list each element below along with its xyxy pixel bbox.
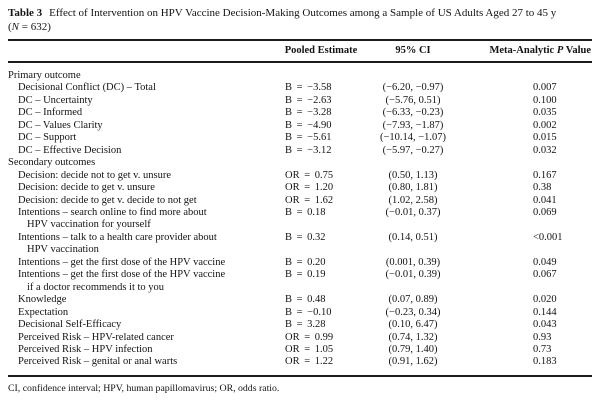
- p-value: 0.041: [533, 194, 557, 206]
- header-outcome-column: [8, 40, 280, 62]
- confidence-interval-value: (0.74, 1.32): [388, 331, 438, 343]
- pooled-estimate-value: B = 3.28: [285, 319, 326, 331]
- p-value: 0.93: [533, 331, 552, 343]
- outcome-label: Intentions – get the first dose of the HPV vaccine if a doctor recommends it to you: [8, 269, 280, 294]
- confidence-interval-value: (−6.33, −0.23): [382, 107, 444, 119]
- table-row: [8, 356, 592, 374]
- header-p-post: Value: [563, 45, 591, 56]
- section-row: [8, 157, 592, 169]
- table-row: [8, 182, 592, 194]
- confidence-interval-value: (0.07, 0.89): [388, 294, 438, 306]
- pooled-estimate-value: OR = 0.75: [285, 169, 334, 181]
- caption-n-open: (: [8, 21, 12, 33]
- p-value: 0.167: [533, 169, 557, 181]
- outcome-label: Perceived Risk – HPV-related cancer: [18, 331, 174, 343]
- pooled-estimate-value: OR = 1.20: [285, 182, 334, 194]
- p-value: 0.183: [533, 356, 557, 368]
- p-value: 0.069: [533, 206, 557, 218]
- p-value: <0.001: [533, 231, 563, 243]
- p-value: 0.067: [533, 269, 557, 281]
- caption-n-symbol: N: [11, 21, 20, 33]
- p-value: 0.007: [533, 82, 557, 94]
- header-95ci: 95% CI: [395, 45, 431, 56]
- confidence-interval-value: (0.91, 1.62): [388, 356, 438, 368]
- pooled-estimate-value: OR = 1.05: [285, 343, 334, 355]
- pooled-estimate-value: B = −5.61: [285, 132, 332, 144]
- pooled-estimate-value: B = 0.20: [285, 256, 326, 268]
- table-row: [8, 95, 592, 107]
- pooled-estimate-value: OR = 0.99: [285, 331, 334, 343]
- p-value: 0.002: [533, 119, 557, 131]
- header-pooled-estimate: Pooled Estimate: [284, 45, 358, 56]
- p-value: 0.032: [533, 144, 557, 156]
- outcome-label: DC – Effective Decision: [18, 144, 122, 156]
- table-row: [8, 232, 592, 257]
- table-footnote: CI, confidence interval; HPV, human papillomavirus; OR, odds ratio.: [8, 382, 280, 394]
- outcome-label: Knowledge: [18, 294, 67, 306]
- pooled-estimate-value: B = −3.28: [285, 107, 332, 119]
- confidence-interval-value: (0.14, 0.51): [388, 231, 438, 243]
- pooled-estimate-value: B = −0.10: [285, 306, 332, 318]
- table-row: [8, 207, 592, 232]
- header-p-pre: Meta-Analytic: [489, 45, 557, 56]
- p-value: 0.015: [533, 132, 557, 144]
- table-row: [8, 294, 592, 306]
- outcome-label: Intentions – get the first dose of the HPV vaccine: [18, 256, 226, 268]
- section-label: Secondary outcomes: [8, 157, 96, 169]
- header-row: [8, 40, 592, 62]
- outcome-label: Decision: decide to get v. decide to not get: [18, 194, 197, 206]
- outcome-label: DC – Informed: [18, 107, 83, 119]
- confidence-interval-value: (1.02, 2.58): [388, 194, 438, 206]
- outcome-label: Perceived Risk – HPV infection: [18, 343, 153, 355]
- outcome-label: DC – Values Clarity: [18, 119, 103, 131]
- header-p-value: [464, 40, 592, 62]
- outcome-label: Decisional Conflict (DC) – Total: [18, 82, 156, 94]
- results-table: [8, 39, 592, 375]
- table-row: [8, 307, 592, 319]
- pooled-estimate-value: B = 0.48: [285, 294, 326, 306]
- confidence-interval-value: (0.10, 6.47): [388, 319, 438, 331]
- table-row: [8, 145, 592, 157]
- outcome-label: Perceived Risk – genital or anal warts: [18, 356, 178, 368]
- confidence-interval-value: (−6.20, −0.97): [382, 82, 444, 94]
- table-row: [8, 269, 592, 294]
- confidence-interval-value: (0.50, 1.13): [388, 169, 438, 181]
- confidence-interval-value: (−0.23, 0.34): [385, 306, 441, 318]
- p-value: 0.049: [533, 256, 557, 268]
- table-body: [8, 62, 592, 375]
- table-number-label: Table 3: [8, 7, 43, 19]
- table-row: [8, 132, 592, 144]
- outcome-label: Intentions – talk to a health care provider about HPV vaccination: [8, 232, 280, 257]
- caption-n-value: = 632): [19, 21, 51, 33]
- outcome-label: Decision: decide not to get v. unsure: [18, 169, 171, 181]
- table-row: [8, 82, 592, 94]
- p-value: 0.73: [533, 343, 552, 355]
- confidence-interval-value: (−7.93, −1.87): [382, 119, 444, 131]
- table-row: [8, 170, 592, 182]
- table-row: [8, 257, 592, 269]
- confidence-interval-value: (−10.14, −1.07): [379, 132, 447, 144]
- confidence-interval-value: (0.80, 1.81): [388, 182, 438, 194]
- pooled-estimate-value: B = −2.63: [285, 94, 332, 106]
- pooled-estimate-value: OR = 1.62: [285, 194, 334, 206]
- outcome-label: DC – Support: [18, 132, 77, 144]
- outcome-label-line2: HPV vaccination for yourself: [27, 219, 151, 231]
- table-header: [8, 40, 592, 62]
- table-row: [8, 120, 592, 132]
- pooled-estimate-value: B = −3.12: [285, 144, 332, 156]
- outcome-label: Decision: decide to get v. unsure: [18, 182, 155, 194]
- table-row: [8, 319, 592, 331]
- confidence-interval-value: (−0.01, 0.37): [385, 206, 441, 218]
- table-bottom-rule: [8, 375, 592, 377]
- pooled-estimate-value: B = −4.90: [285, 119, 332, 131]
- header-p-symbol: P: [556, 45, 564, 56]
- confidence-interval-value: (−5.97, −0.27): [382, 144, 444, 156]
- confidence-interval-value: (0.79, 1.40): [388, 343, 438, 355]
- table-caption: [8, 6, 592, 20]
- p-value: 0.144: [533, 306, 557, 318]
- confidence-interval-value: (−0.01, 0.39): [385, 269, 441, 281]
- confidence-interval-value: (−5.76, 0.51): [385, 94, 441, 106]
- pooled-estimate-value: B = 0.19: [285, 269, 326, 281]
- table-caption-line2: [8, 20, 592, 34]
- table-caption-text: Effect of Intervention on HPV Vaccine Decision-Making Outcomes among a Sample of US Adults Aged 27 to 45 y: [49, 7, 557, 19]
- outcome-label: Expectation: [18, 306, 69, 318]
- p-value: 0.035: [533, 107, 557, 119]
- outcome-label-line2: if a doctor recommends it to you: [27, 281, 165, 293]
- pooled-estimate-value: B = 0.32: [285, 231, 326, 243]
- table-row: [8, 344, 592, 356]
- section-label: Primary outcome: [8, 70, 81, 81]
- p-value: 0.020: [533, 294, 557, 306]
- p-value: 0.100: [533, 94, 557, 106]
- outcome-label: Decisional Self-Efficacy: [18, 319, 122, 331]
- outcome-label-line2: HPV vaccination: [27, 244, 99, 256]
- pooled-estimate-value: B = −3.58: [285, 82, 332, 94]
- pooled-estimate-value: OR = 1.22: [285, 356, 334, 368]
- p-value: 0.38: [533, 182, 552, 194]
- pooled-estimate-value: B = 0.18: [285, 206, 326, 218]
- section-row: [8, 62, 592, 82]
- outcome-label: Intentions – search online to find more about HPV vaccination for yourself: [8, 207, 280, 232]
- table-row: [8, 332, 592, 344]
- outcome-label: DC – Uncertainty: [18, 94, 93, 106]
- confidence-interval-value: (0.001, 0.39): [385, 256, 441, 268]
- table-row: [8, 195, 592, 207]
- p-value: 0.043: [533, 319, 557, 331]
- table-row: [8, 107, 592, 119]
